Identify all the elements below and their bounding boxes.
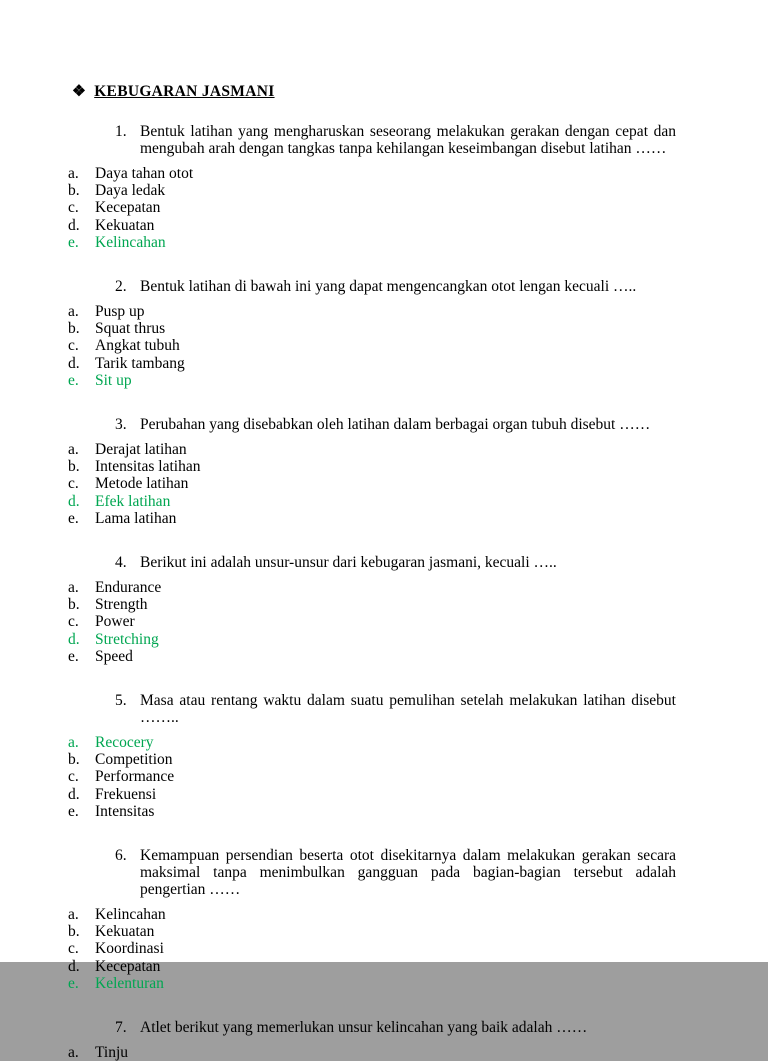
option-letter: b. <box>68 596 80 614</box>
answer-option <box>68 596 676 613</box>
option-letter: a. <box>68 579 79 597</box>
question-block <box>68 123 676 251</box>
option-text: Frekuensi <box>95 785 157 803</box>
option-text: Kecepatan <box>95 199 161 217</box>
question-body: Bentuk latihan di bawah ini yang dapat mengencangkan otot lengan kecuali ….. <box>140 278 637 296</box>
option-text: Kecepatan <box>95 957 161 975</box>
question-text <box>68 123 676 157</box>
option-letter: b. <box>68 320 80 338</box>
answer-option <box>68 510 676 527</box>
option-letter: d. <box>68 216 80 234</box>
answer-option <box>68 734 676 751</box>
option-letter: a. <box>68 734 79 752</box>
question-text <box>68 278 676 295</box>
answer-option <box>68 355 676 372</box>
option-text: Endurance <box>95 579 162 597</box>
option-text: Squat thrus <box>95 320 166 338</box>
question-block <box>68 692 676 820</box>
option-letter: e. <box>68 233 79 251</box>
option-text: Kelenturan <box>95 974 164 992</box>
option-text: Koordinasi <box>95 940 164 958</box>
question-block <box>68 416 676 527</box>
question-body: Atlet berikut yang memerlukan unsur kelincahan yang baik adalah …… <box>140 1019 588 1037</box>
answer-option <box>68 923 676 940</box>
answer-option <box>68 803 676 820</box>
option-text: Daya ledak <box>95 182 166 200</box>
options-list <box>68 1044 676 1061</box>
option-text: Kelincahan <box>95 233 166 251</box>
answer-option <box>68 579 676 596</box>
question-body: Bentuk latihan yang mengharuskan seseorang melakukan gerakan dengan cepat dan mengubah arah dengan tangkas tanpa kehilangan keseimbangan disebut latihan …… <box>140 123 676 157</box>
answer-option <box>68 613 676 630</box>
answer-option <box>68 458 676 475</box>
options-list <box>68 579 676 665</box>
page-title: KEBUGARAN JASMANI <box>94 83 275 100</box>
options-list <box>68 734 676 820</box>
option-text: Sit up <box>95 371 132 389</box>
option-text: Power <box>95 613 135 631</box>
option-letter: d. <box>68 492 80 510</box>
answer-option <box>68 648 676 665</box>
options-list <box>68 165 676 251</box>
option-text: Competition <box>95 751 173 769</box>
option-text: Tarik tambang <box>95 354 185 372</box>
question-block <box>68 1019 676 1061</box>
option-letter: c. <box>68 337 79 355</box>
option-letter: c. <box>68 940 79 958</box>
answer-option <box>68 751 676 768</box>
option-letter: d. <box>68 785 80 803</box>
option-text: Daya tahan otot <box>95 165 194 182</box>
question-block <box>68 278 676 389</box>
option-letter: b. <box>68 182 80 200</box>
option-text: Tinju <box>95 1044 129 1061</box>
options-list <box>68 441 676 527</box>
question-text <box>68 1019 676 1036</box>
question-text <box>68 416 676 433</box>
option-letter: a. <box>68 906 79 924</box>
option-text: Stretching <box>95 630 159 648</box>
option-text: Strength <box>95 596 148 614</box>
option-letter: c. <box>68 475 79 493</box>
answer-option <box>68 441 676 458</box>
document-title <box>72 82 676 101</box>
option-text: Speed <box>95 647 133 665</box>
question-list <box>68 123 676 1061</box>
option-text: Kekuatan <box>95 216 155 234</box>
option-text: Recocery <box>95 734 154 752</box>
option-text: Metode latihan <box>95 475 189 493</box>
option-text: Efek latihan <box>95 492 171 510</box>
answer-option <box>68 906 676 923</box>
answer-option <box>68 1044 676 1061</box>
option-text: Kelincahan <box>95 906 166 924</box>
answer-option <box>68 199 676 216</box>
option-text: Intensitas <box>95 802 155 820</box>
option-text: Pusp up <box>95 303 145 321</box>
option-letter: a. <box>68 441 79 459</box>
answer-option <box>68 165 676 182</box>
question-number: 2. <box>115 278 127 296</box>
question-number: 4. <box>115 554 127 572</box>
question-text <box>68 554 676 571</box>
option-letter: c. <box>68 768 79 786</box>
option-text: Kekuatan <box>95 923 155 941</box>
answer-option <box>68 475 676 492</box>
option-letter: d. <box>68 630 80 648</box>
answer-option <box>68 493 676 510</box>
answer-option <box>68 768 676 785</box>
answer-option <box>68 234 676 251</box>
question-number: 1. <box>115 123 127 140</box>
options-list <box>68 303 676 389</box>
option-letter: a. <box>68 303 79 321</box>
option-letter: d. <box>68 957 80 975</box>
question-text <box>68 692 676 726</box>
option-letter: d. <box>68 354 80 372</box>
answer-option <box>68 631 676 648</box>
option-letter: e. <box>68 974 79 992</box>
question-number: 3. <box>115 416 127 434</box>
answer-option <box>68 303 676 320</box>
question-number: 7. <box>115 1019 127 1037</box>
question-body: Kemampuan persendian beserta otot disekitarnya dalam melakukan gerakan secara maksimal tanpa menimbulkan gangguan pada bagian-bagian tersebut adalah pengertian …… <box>140 847 676 899</box>
option-letter: a. <box>68 165 79 182</box>
question-body: Perubahan yang disebabkan oleh latihan dalam berbagai organ tubuh disebut …… <box>140 416 651 434</box>
option-letter: b. <box>68 751 80 769</box>
option-letter: a. <box>68 1044 79 1061</box>
question-body: Masa atau rentang waktu dalam suatu pemulihan setelah melakukan latihan disebut …….. <box>140 692 676 727</box>
option-text: Derajat latihan <box>95 441 187 459</box>
answer-option <box>68 320 676 337</box>
question-number: 5. <box>115 692 127 710</box>
diamond-bullet-icon: ❖ <box>72 83 87 100</box>
option-letter: e. <box>68 647 79 665</box>
option-text: Intensitas latihan <box>95 458 201 476</box>
option-letter: b. <box>68 923 80 941</box>
option-text: Angkat tubuh <box>95 337 180 355</box>
option-letter: e. <box>68 802 79 820</box>
answer-option <box>68 182 676 199</box>
option-text: Lama latihan <box>95 509 177 527</box>
answer-option <box>68 786 676 803</box>
option-letter: c. <box>68 199 79 217</box>
question-number: 6. <box>115 847 127 865</box>
option-letter: e. <box>68 509 79 527</box>
question-block <box>68 554 676 665</box>
option-letter: e. <box>68 371 79 389</box>
answer-option <box>68 337 676 354</box>
option-letter: b. <box>68 458 80 476</box>
answer-option <box>68 217 676 234</box>
option-letter: c. <box>68 613 79 631</box>
option-text: Performance <box>95 768 175 786</box>
answer-option <box>68 372 676 389</box>
answer-option <box>68 940 676 957</box>
question-text <box>68 847 676 898</box>
question-body: Berikut ini adalah unsur-unsur dari kebugaran jasmani, kecuali ….. <box>140 554 557 572</box>
